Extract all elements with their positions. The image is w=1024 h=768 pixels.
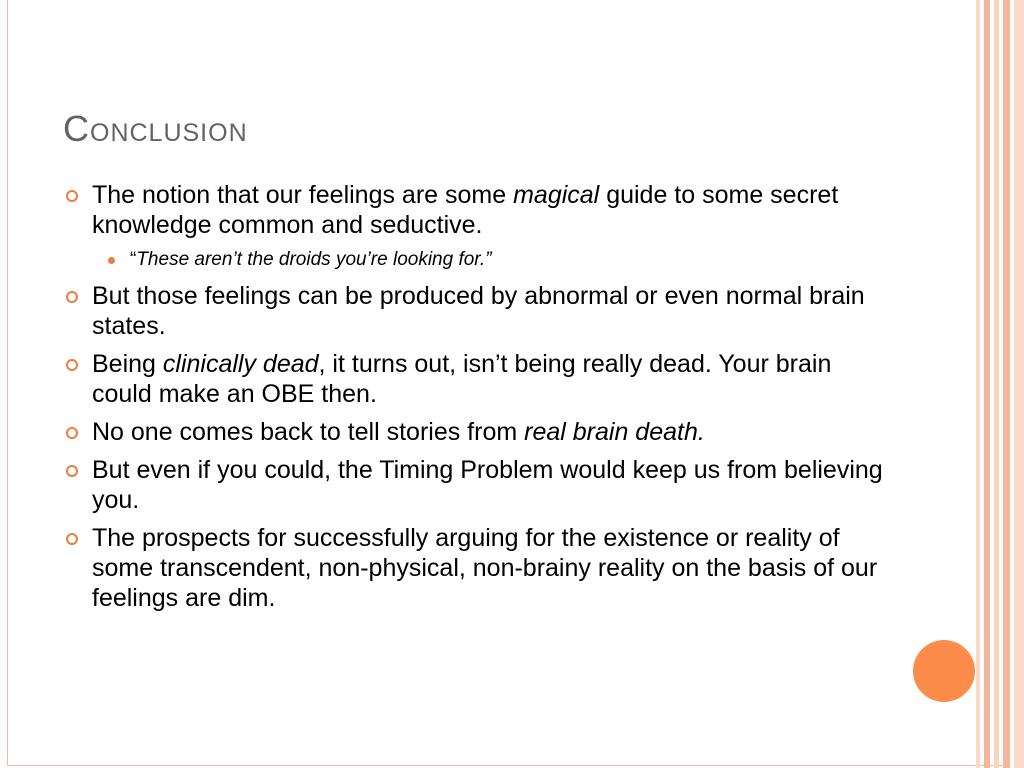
bullet-text: The prospects for successfully arguing for the existence or reality of some transcendent, non-physical, non-brainy reality on the basis of our feelings are dim. (92, 524, 878, 612)
bullet-text: guide to some secret knowledge common and seductive. (92, 181, 839, 239)
ring-bullet-icon (66, 427, 78, 439)
bullet-item (64, 281, 894, 341)
bullet-emphasis: real brain death. (524, 418, 705, 446)
decorative-stripe (994, 0, 999, 768)
slide-title: Conclusion (63, 108, 248, 149)
open-quote: “ (130, 249, 137, 270)
bullet-text: , it turns out, isn’t being really dead. Your brain could make an OBE then. (92, 350, 832, 408)
decorative-stripe (1003, 0, 1010, 768)
ring-bullet-icon (66, 190, 78, 202)
decorative-stripe (1014, 0, 1024, 768)
decorative-stripe (984, 0, 990, 768)
sub-bullet-item (64, 248, 894, 272)
bullet-text: No one comes back to tell stories from (92, 418, 525, 446)
dot-bullet-icon (108, 257, 115, 264)
bullet-text: But even if you could, the Timing Problem would keep us from believing you. (92, 456, 883, 514)
bullet-emphasis: magical (513, 181, 600, 209)
bullet-text: But those feelings can be produced by abnormal or even normal brain states. (92, 282, 865, 340)
bullet-emphasis: clinically dead (162, 350, 319, 378)
bullet-item (64, 180, 894, 240)
bullet-text: The notion that our feelings are some (92, 181, 514, 209)
ring-bullet-icon (66, 359, 78, 371)
bullet-list (64, 180, 894, 621)
ring-bullet-icon (66, 465, 78, 477)
bullet-item (64, 455, 894, 515)
bullet-text: Being (92, 350, 163, 378)
ring-bullet-icon (66, 533, 78, 545)
ring-bullet-icon (66, 291, 78, 303)
sub-bullet-text: These aren’t the droids you’re looking for.” (136, 249, 492, 270)
decorative-stripe (976, 0, 980, 768)
bullet-item (64, 523, 894, 613)
bullet-item (64, 349, 894, 409)
bullet-item (64, 417, 894, 447)
decorative-circle (913, 640, 975, 702)
